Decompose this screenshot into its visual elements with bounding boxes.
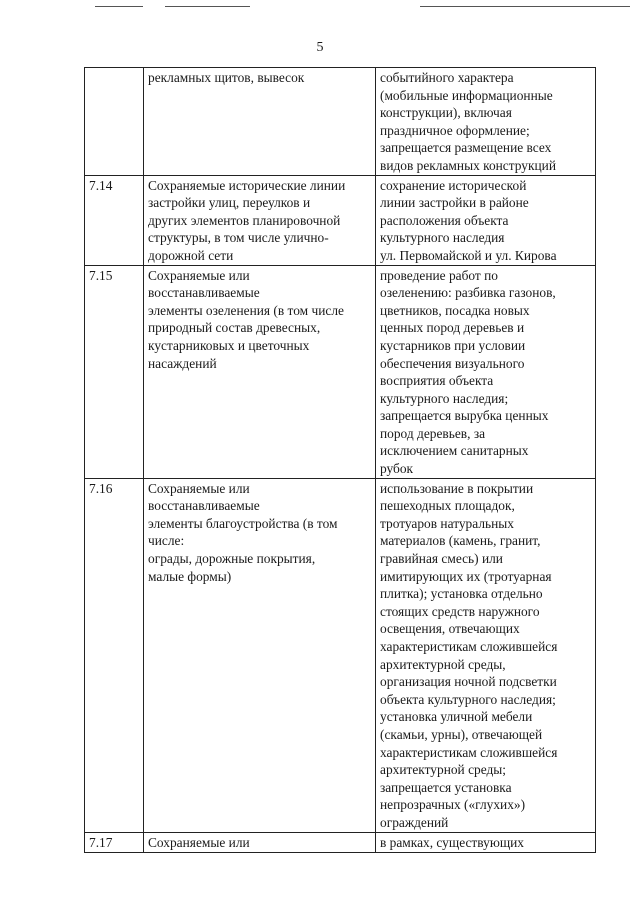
- protected-object: Сохраняемые или: [144, 832, 376, 852]
- regulation-requirement: использование в покрытии пешеходных площадок, тротуаров натуральных материалов (камень, гранит, гравийная смесь) или имитирующих их (тротуарная плитка); установка отдельно стоящих средств наружного освещения, отвечающих характеристикам сложившейся архитектурной среды, организация ночной подсветки объекта культурного наследия; установка уличной мебели (скамьи, урны), отвечающей характеристикам сложившейся архитектурной среды; запрещается установка непрозрачных («глухих») ограждений: [376, 478, 596, 832]
- row-number: 7.15: [85, 265, 144, 478]
- regulation-requirement: в рамках, существующих: [376, 832, 596, 852]
- row-number: 7.17: [85, 832, 144, 852]
- protected-object: Сохраняемые или восстанавливаемые элементы озеленения (в том числе природный состав древесных, кустарниковых и цветочных насаждений: [144, 265, 376, 478]
- table-row: [85, 265, 596, 478]
- regulation-requirement: проведение работ по озеленению: разбивка газонов, цветников, посадка новых ценных пород деревьев и кустарников при условии обеспечения визуального восприятия объекта культурного наследия; запрещается вырубка ценных пород деревьев, за исключением санитарных рубок: [376, 265, 596, 478]
- table-row: [85, 832, 596, 852]
- row-number: 7.14: [85, 175, 144, 265]
- regulation-requirement: сохранение исторической линии застройки в районе расположения объекта культурного наследия ул. Первомайской и ул. Кирова: [376, 175, 596, 265]
- protected-object: Сохраняемые или восстанавливаемые элементы благоустройства (в том числе: ограды, дорожные покрытия, малые формы): [144, 478, 376, 832]
- scan-top-line-1: [95, 6, 143, 7]
- scan-top-line-2: [165, 6, 250, 7]
- requirements-table: [84, 67, 596, 853]
- table-row: [85, 68, 596, 176]
- regulation-requirement: событийного характера (мобильные информационные конструкции), включая праздничное оформление; запрещается размещение всех видов рекламных конструкций: [376, 68, 596, 176]
- protected-object: рекламных щитов, вывесок: [144, 68, 376, 176]
- row-number: 7.16: [85, 478, 144, 832]
- row-number: [85, 68, 144, 176]
- table-row: [85, 478, 596, 832]
- protected-object: Сохраняемые исторические линии застройки улиц, переулков и других элементов планировочной структуры, в том числе улично- дорожной сети: [144, 175, 376, 265]
- page-number: 5: [316, 40, 324, 55]
- scan-top-line-3: [420, 6, 630, 7]
- table-row: [85, 175, 596, 265]
